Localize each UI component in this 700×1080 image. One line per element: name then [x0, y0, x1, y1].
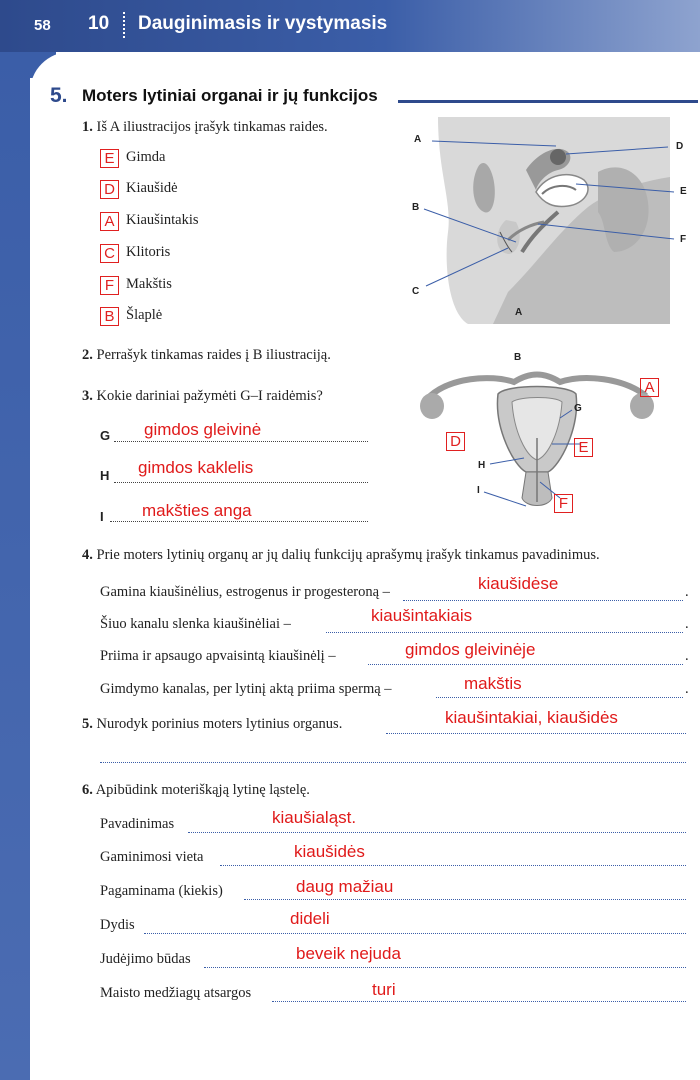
- answer-line: [326, 632, 683, 633]
- illustration-b: [410, 348, 700, 520]
- q4-answers: [100, 570, 700, 710]
- question-4: [82, 547, 600, 564]
- row-label: Maisto medžiagų atsargos: [100, 985, 252, 1001]
- label-i: I: [477, 485, 480, 496]
- item-label: Kiaušintakis: [126, 212, 199, 228]
- handwritten-answer[interactable]: kiaušidėse: [478, 574, 559, 593]
- illustration-a-caption: A: [515, 307, 523, 318]
- row-letter: H: [100, 468, 110, 483]
- chapter-number: 10: [88, 13, 110, 34]
- label-c: C: [412, 286, 420, 297]
- answer-line: [204, 967, 686, 968]
- answer-box[interactable]: A: [100, 212, 119, 231]
- row-label: Pavadinimas: [100, 816, 175, 832]
- answer-line: [403, 600, 683, 601]
- handwritten-answer[interactable]: kiaušintakiai, kiaušidės: [445, 708, 618, 727]
- section-number: 5.: [50, 84, 68, 107]
- question-text: Iš A iliustracijos įrašyk tinkamas raides.: [96, 119, 328, 135]
- section-title: Moters lytiniai organai ir jų funkcijos: [82, 86, 378, 105]
- question-number: 6.: [82, 782, 93, 798]
- question-text: Kokie dariniai pažymėti G–I raidėmis?: [96, 388, 323, 404]
- function-description: Šiuo kanalu slenka kiaušinėliai –: [100, 616, 291, 632]
- answer-line: [100, 762, 686, 763]
- handwritten-answer[interactable]: gimdos kaklelis: [138, 458, 254, 477]
- answer-line: [114, 441, 368, 442]
- question-number: 4.: [82, 547, 93, 563]
- page-number: 58: [34, 17, 51, 34]
- answer-line: [436, 697, 683, 698]
- q6-answers: [100, 808, 700, 1008]
- answer-line: [368, 664, 683, 665]
- left-margin-band: [0, 52, 30, 1080]
- question-6: [82, 782, 310, 799]
- label-b: B: [412, 202, 420, 213]
- question-text: Perrašyk tinkamas raides į B iliustraciją.: [96, 347, 331, 363]
- label-d: D: [676, 141, 684, 152]
- list-item: [100, 148, 320, 178]
- answer-box[interactable]: E: [100, 149, 119, 168]
- question-number: 1.: [82, 119, 93, 135]
- answer-box[interactable]: A: [640, 378, 659, 397]
- list-item: [100, 243, 320, 273]
- answer-line: [244, 899, 686, 900]
- row-label: Judėjimo būdas: [100, 951, 191, 967]
- label-f: F: [680, 234, 687, 245]
- answer-box[interactable]: F: [554, 494, 573, 513]
- question-5: [82, 716, 342, 733]
- function-description: Priima ir apsaugo apvaisintą kiaušinėlį –: [100, 648, 336, 664]
- question-text: Nurodyk porinius moters lytinius organus.: [96, 716, 343, 732]
- label-h: H: [478, 460, 486, 471]
- section-rule: [398, 100, 698, 103]
- chapter-title: Dauginimasis ir vystymasis: [138, 13, 388, 34]
- answer-box[interactable]: D: [100, 180, 119, 199]
- item-label: Gimda: [126, 149, 166, 165]
- label-e: E: [680, 186, 687, 197]
- row-label: Gaminimosi vieta: [100, 849, 204, 865]
- item-label: Klitoris: [126, 244, 171, 260]
- answer-box[interactable]: B: [100, 307, 119, 326]
- question-3: [82, 388, 323, 405]
- list-item: [100, 275, 320, 305]
- answer-line: [272, 1001, 686, 1002]
- line-end: .: [685, 648, 689, 664]
- handwritten-answer[interactable]: kiaušintakiais: [371, 606, 473, 625]
- question-number: 2.: [82, 347, 93, 363]
- handwritten-answer[interactable]: makšties anga: [142, 501, 252, 520]
- answer-line: [188, 832, 686, 833]
- function-description: Gamina kiaušinėlius, estrogenus ir progesteroną –: [100, 584, 390, 600]
- answer-line: [114, 482, 368, 483]
- row-label: Pagaminama (kiekis): [100, 883, 223, 899]
- handwritten-answer[interactable]: turi: [372, 980, 396, 999]
- chapter-separator: [123, 12, 126, 38]
- handwritten-answer[interactable]: kiaušidės: [294, 842, 365, 861]
- illustration-b-caption: B: [514, 352, 522, 363]
- row-label: Dydis: [100, 917, 135, 933]
- list-item: [100, 306, 320, 336]
- pelvis-section-drawing: [408, 112, 700, 332]
- line-end: .: [685, 616, 689, 632]
- question-number: 5.: [82, 716, 93, 732]
- list-item: [100, 211, 320, 241]
- handwritten-answer[interactable]: gimdos gleivinė: [144, 420, 262, 439]
- answer-box[interactable]: D: [446, 432, 465, 451]
- illustration-a: [408, 112, 700, 332]
- line-end: .: [685, 584, 689, 600]
- question-text: Prie moters lytinių organų ar jų dalių funkcijų aprašymų įrašyk tinkamus pavadinimus.: [96, 547, 600, 563]
- line-end: .: [685, 681, 689, 697]
- handwritten-answer[interactable]: beveik nejuda: [296, 944, 401, 963]
- label-a: A: [414, 134, 422, 145]
- handwritten-answer[interactable]: gimdos gleivinėje: [405, 640, 536, 659]
- question-number: 3.: [82, 388, 93, 404]
- q3-answers: [100, 418, 380, 528]
- item-label: Šlaplė: [126, 307, 163, 323]
- question-1: [82, 119, 328, 136]
- answer-line: [386, 733, 686, 734]
- handwritten-answer[interactable]: daug mažiau: [296, 877, 394, 896]
- answer-box[interactable]: F: [100, 276, 119, 295]
- handwritten-answer[interactable]: kiaušialąst.: [272, 808, 357, 827]
- answer-line: [220, 865, 686, 866]
- question-text: Apibūdink moteriškąją lytinę ląstelę.: [95, 782, 310, 798]
- function-description: Gimdymo kanalas, per lytinį aktą priima spermą –: [100, 681, 392, 697]
- question-2: [82, 347, 331, 364]
- item-label: Kiaušidė: [126, 180, 178, 196]
- handwritten-answer[interactable]: dideli: [290, 909, 330, 928]
- list-item: [100, 179, 320, 209]
- answer-line: [144, 933, 686, 934]
- row-letter: G: [100, 428, 111, 443]
- answer-box[interactable]: C: [100, 244, 119, 263]
- label-g: G: [574, 403, 582, 414]
- item-label: Makštis: [126, 276, 172, 292]
- answer-box[interactable]: E: [574, 438, 593, 457]
- row-letter: I: [100, 509, 104, 524]
- answer-line: [110, 521, 368, 522]
- handwritten-answer[interactable]: makštis: [464, 674, 522, 693]
